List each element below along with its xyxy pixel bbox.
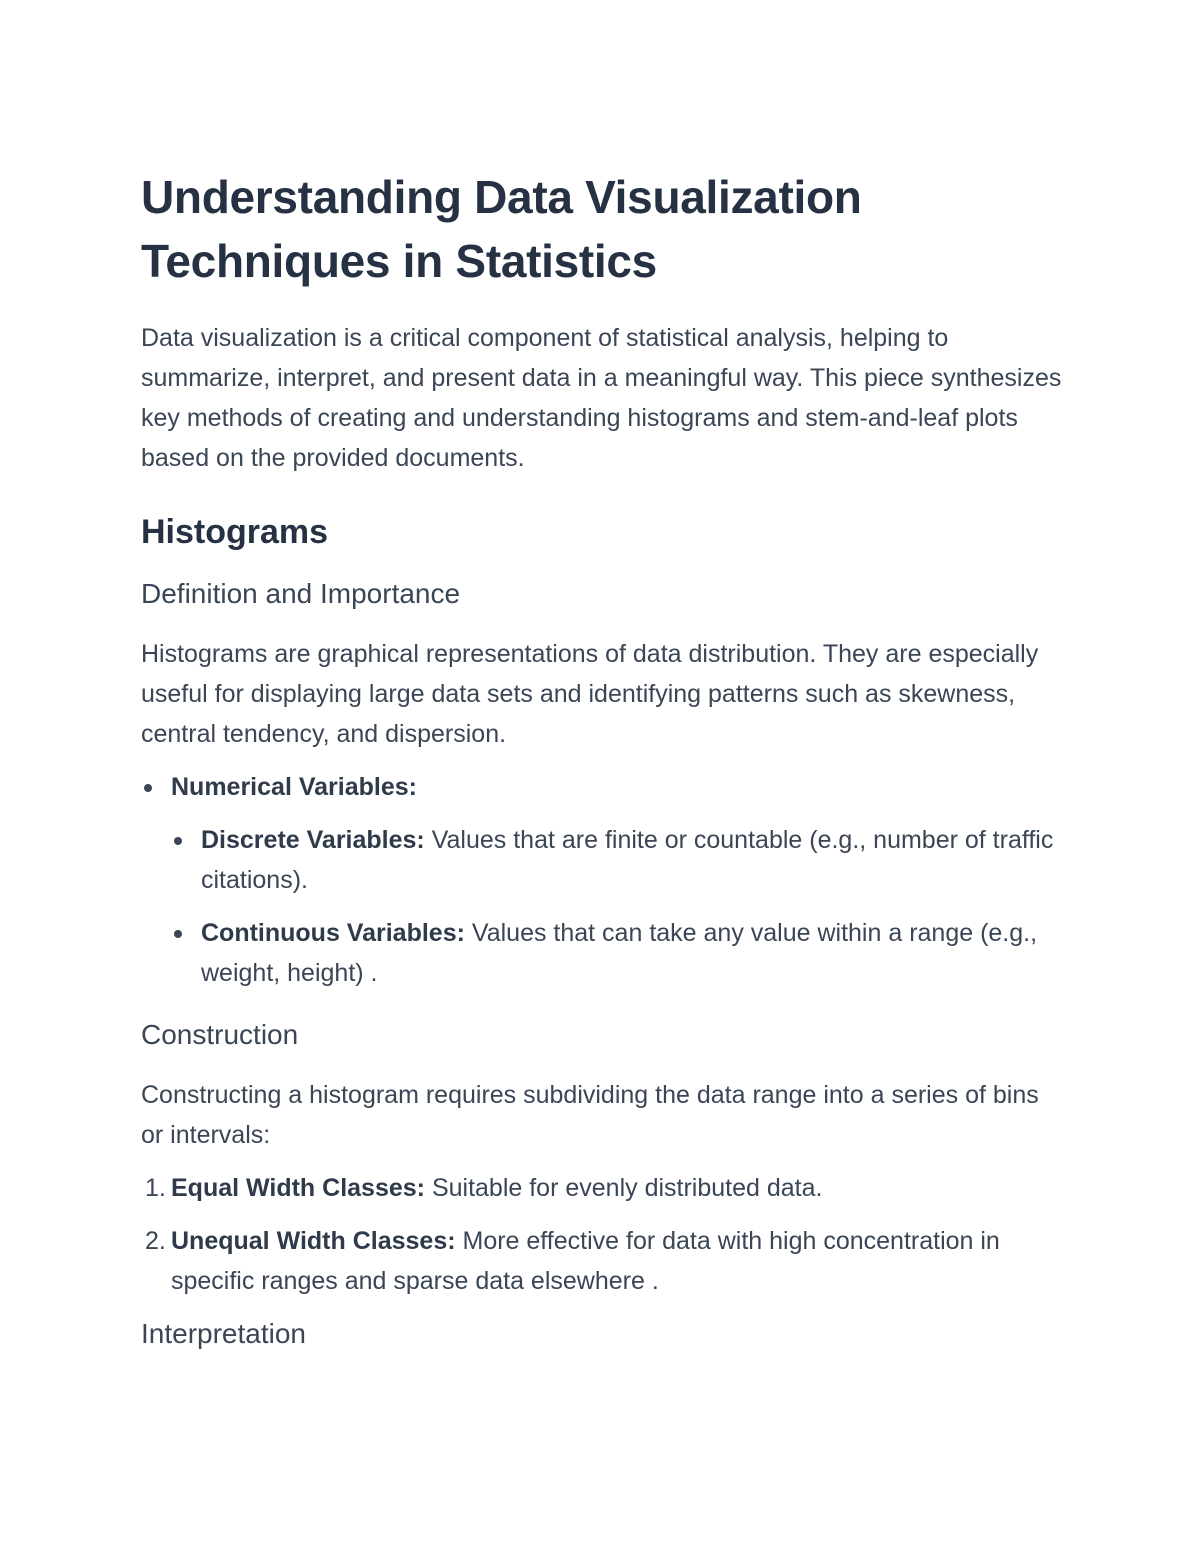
- list-item-label: Equal Width Classes:: [171, 1174, 425, 1202]
- variables-list: [141, 767, 1066, 993]
- variables-sublist: [171, 820, 1066, 993]
- document-page: [141, 165, 1066, 1354]
- list-item-label: Discrete Variables:: [201, 826, 425, 854]
- list-item-numerical-variables: [141, 767, 1066, 993]
- intro-paragraph: Data visualization is a critical component of statistical analysis, helping to summarize, interpret, and present data in a meaningful way. This piece synthesizes key methods of creating and understanding histograms and stem-and-leaf plots based on the provided documents.: [141, 324, 1062, 472]
- section-heading-histograms: Histograms: [141, 513, 329, 551]
- list-item-continuous-variables: [171, 913, 1066, 993]
- list-item-unequal-width: [141, 1221, 1066, 1301]
- list-item-discrete-variables: [171, 820, 1066, 900]
- bullet-icon: [174, 930, 182, 938]
- list-item-text: More effective for data with high concentration in specific ranges and sparse data elsewhere .: [171, 1227, 1000, 1295]
- list-item-text: Values that are finite or countable (e.g., number of traffic citations).: [201, 826, 1054, 894]
- list-item-label: Numerical Variables:: [171, 773, 417, 801]
- bullet-icon: [144, 784, 152, 792]
- list-number: 2.: [145, 1227, 166, 1255]
- list-item-label: Continuous Variables:: [201, 919, 465, 947]
- page-title: Understanding Data Visualization Techniques in Statistics: [141, 171, 862, 287]
- definition-paragraph: Histograms are graphical representations of data distribution. They are especially useful for displaying large data sets and identifying patterns such as skewness, central tendency, and dispersion.: [141, 640, 1039, 748]
- subheading-construction: Construction: [141, 1019, 299, 1050]
- list-item-equal-width: [141, 1168, 1066, 1208]
- construction-list: [141, 1168, 1066, 1301]
- list-item-text: Values that can take any value within a range (e.g., weight, height) .: [201, 919, 1038, 987]
- list-item-label: Unequal Width Classes:: [171, 1227, 456, 1255]
- list-item-text: Suitable for evenly distributed data.: [425, 1174, 823, 1202]
- subheading-interpretation: Interpretation: [141, 1318, 306, 1349]
- subheading-definition: Definition and Importance: [141, 578, 461, 609]
- construction-paragraph: Constructing a histogram requires subdividing the data range into a series of bins or intervals:: [141, 1081, 1039, 1149]
- bullet-icon: [174, 837, 182, 845]
- list-number: 1.: [145, 1174, 166, 1202]
